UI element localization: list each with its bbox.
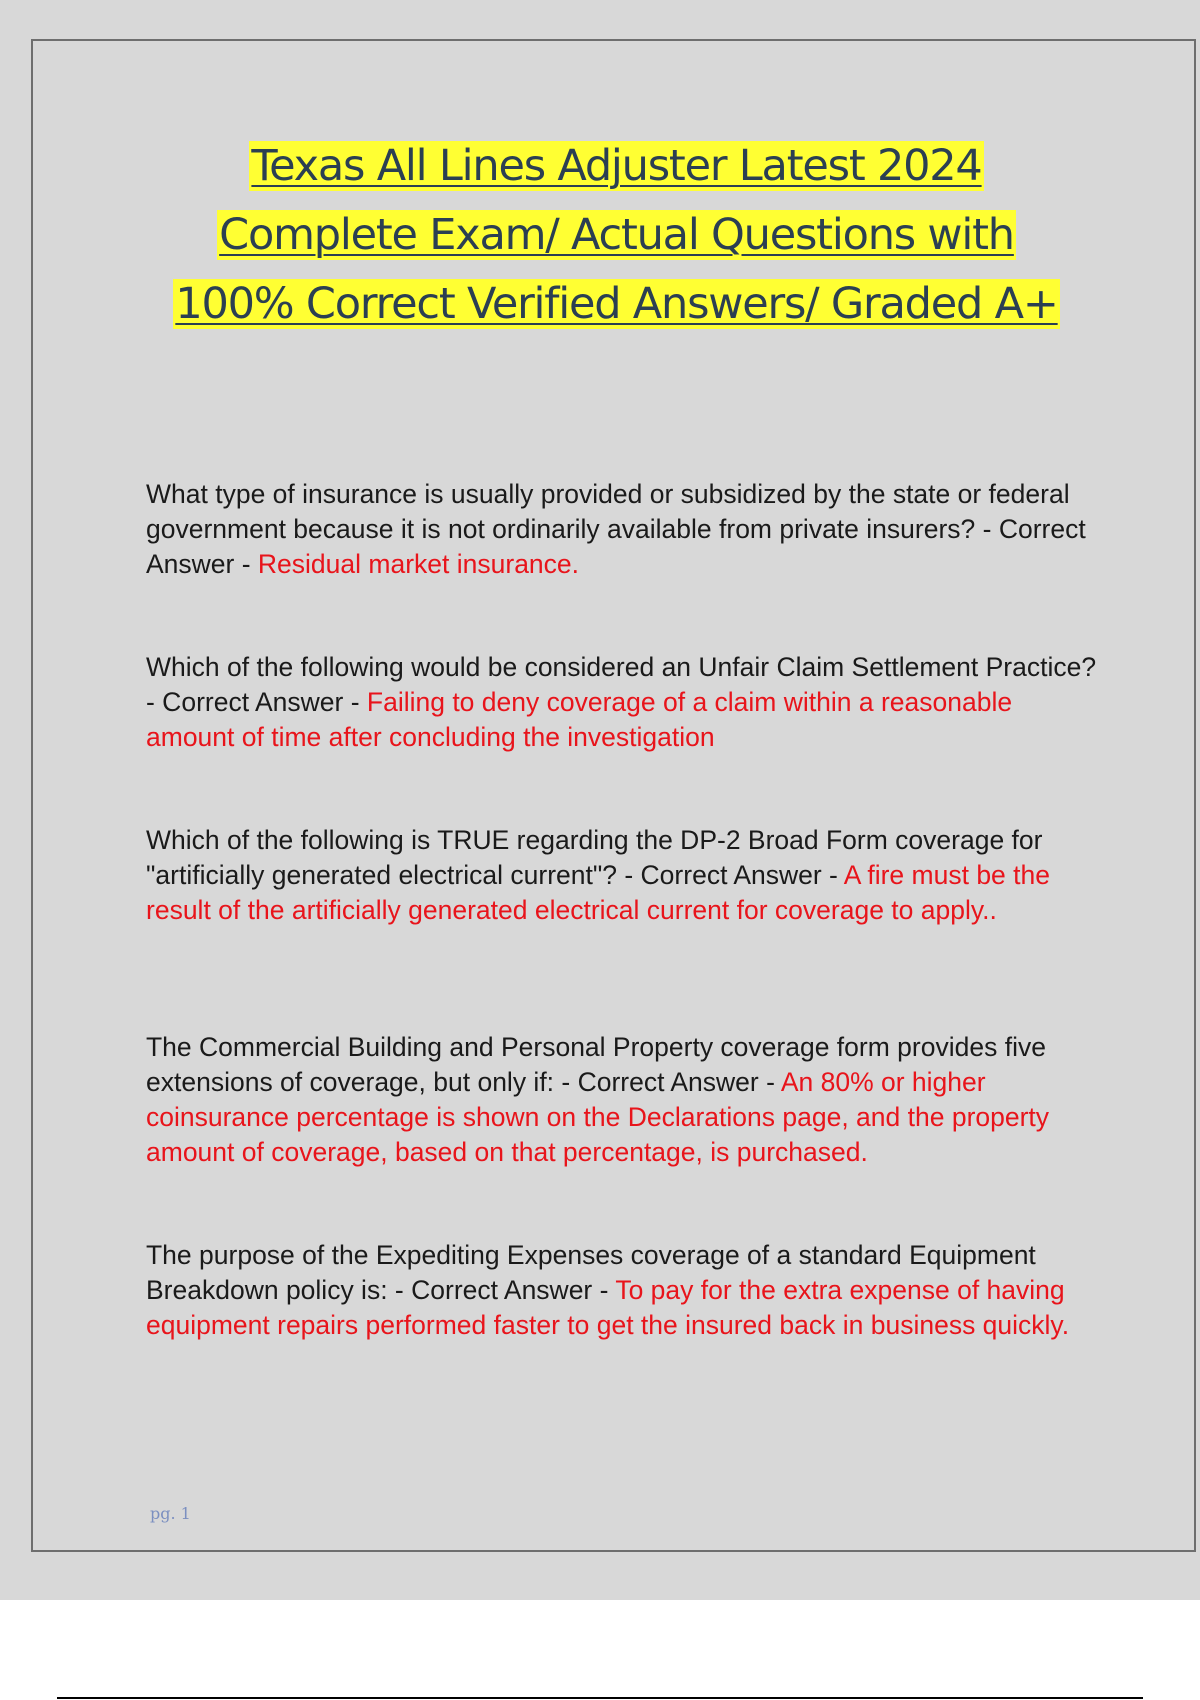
answer-label: - Correct Answer - bbox=[387, 1275, 616, 1305]
question-text: What type of insurance is usually provided or subsidized by the state or federal government because it is not ordinarily available from private insurers? bbox=[146, 479, 1070, 544]
qa-item-1 bbox=[146, 477, 1106, 582]
title-line-2: Complete Exam/ Actual Questions with bbox=[219, 210, 1014, 260]
title-line-1: Texas All Lines Adjuster Latest 2024 bbox=[251, 141, 982, 191]
page-number: pg. 1 bbox=[150, 1504, 191, 1523]
question-text: The purpose of the Expediting Expenses coverage of a standard Equipment Breakdown policy is: bbox=[146, 1240, 1036, 1305]
answer-text: An 80% or higher coinsurance percentage is shown on the Declarations page, and the property amount of coverage, based on that percentage, is purchased. bbox=[146, 1067, 1050, 1167]
qa-item-2 bbox=[146, 650, 1106, 755]
answer-text: To pay for the extra expense of having equipment repairs performed faster to get the insured back in business quickly. bbox=[146, 1275, 1070, 1340]
bottom-divider bbox=[57, 1697, 1143, 1699]
document-title bbox=[60, 132, 1173, 339]
answer-label: - Correct Answer - bbox=[617, 860, 844, 890]
question-text: Which of the following is TRUE regarding the DP-2 Broad Form coverage for "artificially generated electrical current"? bbox=[146, 825, 1043, 890]
answer-label: - Correct Answer - bbox=[146, 514, 1086, 579]
answer-text: A fire must be the result of the artificially generated electrical current for coverage to apply.. bbox=[146, 860, 1050, 925]
answer-label: - Correct Answer - bbox=[146, 687, 367, 717]
answer-label: - Correct Answer - bbox=[554, 1067, 781, 1097]
question-text: The Commercial Building and Personal Property coverage form provides five extensions of coverage, but only if: bbox=[146, 1032, 1046, 1097]
answer-text: Failing to deny coverage of a claim within a reasonable amount of time after concluding the investigation bbox=[146, 687, 1013, 752]
answer-text: Residual market insurance. bbox=[257, 549, 580, 579]
qa-item-4 bbox=[146, 1030, 1106, 1170]
title-line-3: 100% Correct Verified Answers/ Graded A+ bbox=[175, 279, 1058, 329]
qa-item-5 bbox=[146, 1238, 1106, 1343]
qa-item-3 bbox=[146, 823, 1106, 928]
question-text: Which of the following would be considered an Unfair Claim Settlement Practice? bbox=[146, 652, 1097, 682]
